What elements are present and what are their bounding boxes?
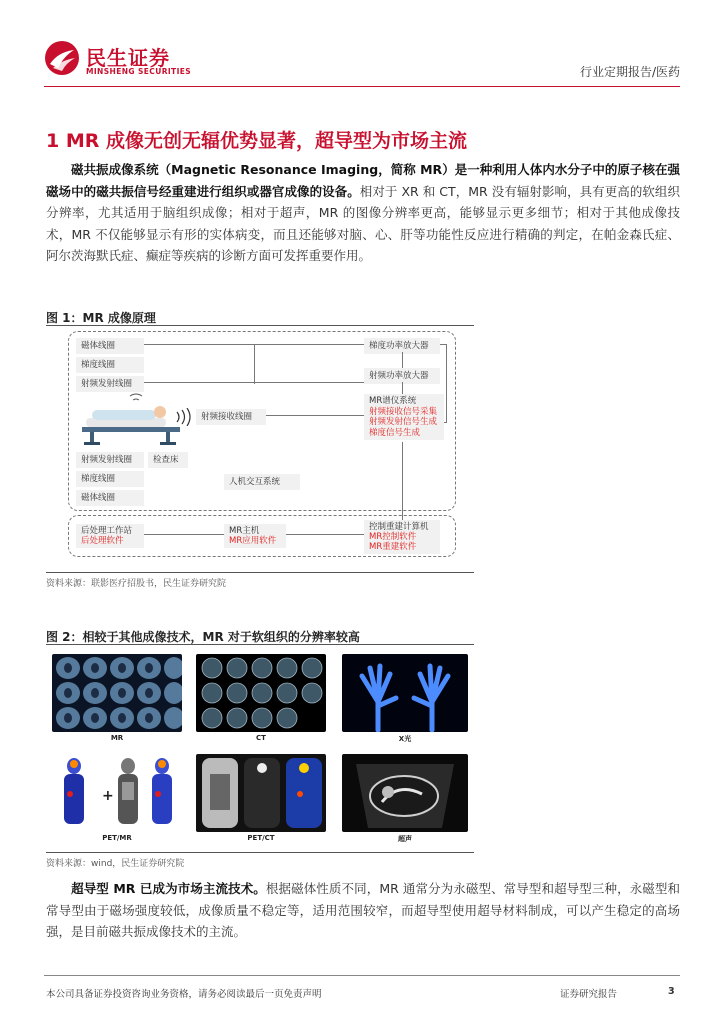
connector-line [144, 534, 224, 535]
postproc-sub: 后处理软件 [81, 536, 124, 546]
figure1-bottom-rule [46, 572, 474, 573]
xray-image [342, 654, 468, 732]
exam-bed: 检查床 [148, 452, 188, 468]
figure1-title: 图 1：MR 成像原理 [46, 311, 156, 325]
host-title: MR主机 [229, 526, 260, 536]
section-title: 1 MR 成像无创无辐优势显著，超导型为市场主流 [46, 130, 467, 152]
spectrometer-sub-2: 射频发射信号生成 [369, 417, 438, 427]
magnet-coil-bottom: 磁体线圈 [76, 490, 144, 506]
host-sub: MR应用软件 [229, 536, 277, 546]
rf-transmit-coil-top: 射频发射线圈 [76, 376, 144, 392]
plus-sign: + [102, 788, 114, 804]
paragraph-intro-lead: 磁共振成像系统（Magnetic Resonance Imaging，简称 MR）是一种利用人体内水分子中的原子核在强磁场中的磁共振信号经重建进行组织或器官成像的设备。 [46, 162, 680, 199]
paragraph-intro-body: 相对于 XR 和 CT，MR 没有辐射影响，具有更高的软组织分辨率，尤其适用于脑组织成像；相对于超声，MR 的图像分辨率更高，能够显示更多细节；相对于其他成像技术，MR 不仅能够显示有形的实体病变，而且还能够对脑、心、肝等功能性反应进行精确的判定，在帕金森氏症、阿尔茨海默氏症、癫症等疾病的诊断方面可发挥重要作用。 [46, 183, 680, 263]
imaging-comparison-grid [46, 648, 474, 850]
minsheng-logo-icon [44, 40, 80, 76]
gradient-coil-top: 梯度线圈 [76, 357, 144, 373]
figure1-top-rule [46, 325, 474, 326]
recon-sub-2: MR重建软件 [369, 542, 417, 552]
control-recon-computer [364, 520, 440, 554]
spectrometer-title: MR谱仪系统 [369, 396, 417, 406]
brand-name-cn: 民生证券 [86, 46, 170, 70]
recon-title: 控制重建计算机 [369, 522, 429, 532]
connector-line [402, 442, 403, 520]
footer-report-label: 证券研究报告 [560, 989, 618, 1000]
magnet-coil-top: 磁体线圈 [76, 338, 144, 354]
label-pet-ct: PET/CT [247, 834, 275, 842]
mr-principle-diagram [46, 328, 474, 572]
figure2-top-rule [46, 644, 474, 645]
spectrometer-sub-3: 梯度信号生成 [369, 427, 421, 438]
paragraph-superconducting-body: 根据磁体性质不同，MR 通常分为永磁型、常导型和超导型三种，永磁型和常导型由于磁场强度较低，成像质量不稳定等，适用范围较窄，而超导型使用超导材料制成，可以产生稳定的高场强，是目前磁共振成像技术的主流。 [46, 881, 680, 939]
ct-image [196, 654, 326, 732]
connector-line [446, 344, 447, 422]
paragraph-superconducting-lead: 超导型 MR 已成为市场主流技术。 [71, 881, 266, 896]
label-mr: MR [110, 734, 124, 742]
label-ultrasound: 超声 [398, 835, 412, 843]
connector-line [144, 382, 364, 383]
connector-line [266, 415, 364, 416]
spectrometer-sub-1: 射频接收信号采集 [369, 406, 438, 417]
figure2-bottom-rule [46, 852, 474, 853]
report-type: 行业定期报告/医药 [579, 65, 680, 79]
connector-line [254, 344, 255, 384]
label-xray: X光 [398, 735, 412, 743]
connector-line [286, 534, 364, 535]
figure2-title: 图 2：相较于其他成像技术，MR 对于软组织的分辨率较高 [46, 630, 360, 644]
connector-line [440, 344, 446, 345]
connector-line [444, 422, 447, 423]
footer-divider [44, 975, 680, 976]
figure2-source: 资料来源：wind，民生证券研究院 [46, 859, 185, 869]
pet-mr-image [52, 754, 182, 832]
header-divider [44, 86, 680, 87]
label-ct: CT [256, 734, 266, 742]
postproc-title: 后处理工作站 [81, 526, 133, 536]
figure1-source: 资料来源：联影医疗招股书，民生证券研究院 [46, 579, 227, 589]
rf-power-amplifier: 射频功率放大器 [364, 368, 440, 384]
mr-host [224, 524, 286, 548]
footer-disclaimer: 本公司具备证券投资咨询业务资格，请务必阅读最后一页免责声明 [46, 989, 322, 1000]
gradient-power-amplifier: 梯度功率放大器 [364, 338, 440, 354]
page-number: 3 [668, 986, 675, 997]
rf-transmit-coil-bottom: 射频发射线圈 [76, 452, 144, 468]
connector-line [402, 382, 403, 394]
postprocessing-workstation [76, 524, 144, 548]
mr-image [52, 654, 182, 732]
mr-spectrometer-system [364, 394, 444, 440]
gradient-coil-bottom: 梯度线圈 [76, 471, 144, 487]
connector-line [254, 344, 364, 345]
rf-receive-coil: 射频接收线圈 [196, 409, 266, 425]
paragraph-intro [46, 159, 680, 267]
label-pet-mr: PET/MR [102, 834, 132, 842]
brand-name-en: MINSHENG SECURITIES [86, 67, 192, 76]
connector-line [144, 344, 254, 345]
hmi-system: 人机交互系统 [224, 474, 300, 490]
recon-sub-1: MR控制软件 [369, 532, 417, 542]
signal-waves-icon [174, 408, 196, 426]
connector-line [402, 352, 403, 368]
pet-ct-image [196, 754, 326, 832]
paragraph-superconducting [46, 878, 680, 943]
ultrasound-image [342, 754, 468, 832]
